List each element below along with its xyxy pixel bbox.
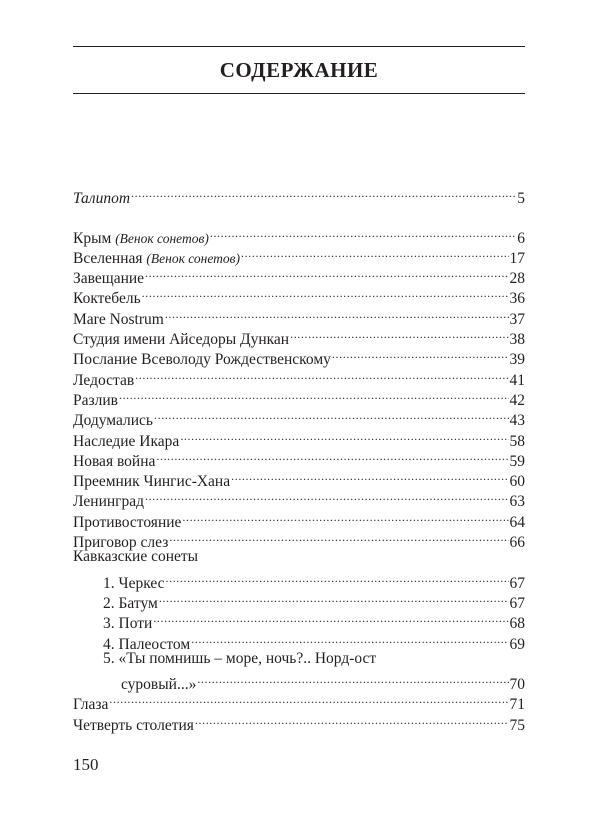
- toc-entry-page: 43: [509, 412, 525, 430]
- leader-dots: [191, 628, 508, 648]
- toc-entry-label-line2: суровый...»: [121, 676, 197, 694]
- toc-entry-subtitle: (Венок сонетов): [115, 230, 209, 246]
- page-title: СОДЕРЖАНИЕ: [219, 58, 379, 82]
- toc-entry-label-line1: 5. «Ты помнишь – море, ночь?.. Норд-ост: [103, 649, 377, 667]
- toc-entry[interactable]: [73, 405, 525, 430]
- toc-entry-label: Ледостав: [73, 371, 135, 389]
- toc-entry-page: 75: [509, 716, 525, 734]
- leader-dots: [195, 709, 509, 729]
- toc-entry-page: 17: [509, 249, 525, 267]
- toc-entry[interactable]: [73, 364, 525, 389]
- toc-entry-page: 69: [509, 635, 525, 653]
- toc-group-heading[interactable]: [73, 547, 525, 567]
- toc-entry-page: 70: [509, 676, 525, 694]
- toc-group-label: Кавказские сонеты: [73, 548, 199, 566]
- toc-entry-page: 68: [509, 615, 525, 633]
- toc-entry-talipot[interactable]: [73, 183, 525, 208]
- toc-entry-label: Преемник Чингис-Хана: [73, 473, 231, 491]
- toc-entry-page: 58: [509, 432, 525, 450]
- toc-entry-page: 67: [509, 594, 525, 612]
- toc-entry-page: 59: [509, 452, 525, 470]
- toc-entry-label: Талипот: [73, 190, 131, 208]
- toc-entry-label: Четверть столетия: [73, 716, 194, 734]
- toc-entry-page: 38: [509, 331, 525, 349]
- toc-entry[interactable]: [73, 303, 525, 328]
- toc-entry-label: Студия имени Айседоры Дункан: [73, 331, 290, 349]
- toc-entry-page: 36: [509, 290, 525, 308]
- toc-entry-label: Крым: [73, 229, 112, 247]
- toc-entry-label: Наследие Икара: [73, 432, 180, 450]
- leader-dots: [154, 405, 508, 425]
- bottom-rule: [73, 93, 525, 94]
- leader-dots: [290, 324, 508, 344]
- toc-entry-page: 6: [517, 229, 525, 247]
- toc-entry-label: Послание Всеволоду Рождественскому: [73, 351, 331, 369]
- toc-entry-page: 60: [509, 473, 525, 491]
- toc-entry-label: 3. Поти: [103, 615, 153, 633]
- toc-entry-page: 41: [509, 371, 525, 389]
- leader-dots: [241, 243, 508, 263]
- leader-dots: [145, 486, 508, 506]
- toc-entry-page: 37: [509, 310, 525, 328]
- toc-subentry-multiline[interactable]: [73, 649, 525, 694]
- toc-entry-label: Вселенная: [73, 249, 143, 267]
- toc-entry[interactable]: [73, 689, 525, 714]
- leader-dots: [166, 567, 509, 587]
- toc-entry-page: 67: [509, 574, 525, 592]
- toc-group-items: [73, 567, 525, 694]
- page-number: 150: [73, 755, 99, 774]
- toc-entry[interactable]: [73, 283, 525, 308]
- toc-entry-label: Додумались: [73, 412, 154, 430]
- leader-dots: [231, 466, 508, 486]
- leader-dots: [119, 385, 509, 405]
- toc-entry[interactable]: [73, 222, 525, 247]
- leader-dots: [153, 608, 508, 628]
- toc-entry-label: Разлив: [73, 391, 118, 409]
- leader-dots: [145, 263, 508, 283]
- toc-entry-page: 66: [509, 534, 525, 552]
- toc-entry-label: 2. Батум: [103, 594, 158, 612]
- leader-dots: [197, 669, 508, 689]
- toc-entry[interactable]: [73, 385, 525, 409]
- leader-dots: [180, 425, 508, 445]
- toc-entry-page: 28: [509, 270, 525, 288]
- toc-entry-label: Mare Nostrum: [73, 310, 164, 328]
- toc-entry-label: Завещание: [73, 270, 145, 288]
- leader-dots: [169, 527, 508, 547]
- leader-dots: [156, 446, 508, 466]
- toc-main-entries: [73, 222, 525, 552]
- leader-dots: [159, 588, 509, 608]
- toc-entry-label: Приговор слез: [73, 534, 169, 552]
- leader-dots: [135, 364, 508, 384]
- toc-entry-label: 1. Черкес: [103, 574, 165, 592]
- leader-dots: [109, 689, 508, 709]
- toc-entry-page: 39: [509, 351, 525, 369]
- toc-entry-page: 5: [517, 190, 525, 208]
- toc-entry-page: 42: [509, 391, 525, 409]
- leader-dots: [210, 222, 516, 242]
- leader-dots: [142, 283, 509, 303]
- toc-entry-page: 71: [509, 696, 525, 714]
- leader-dots: [131, 183, 516, 203]
- toc-entry-label: Новая война: [73, 452, 156, 470]
- toc-entry-label: Коктебель: [73, 290, 141, 308]
- section-gap: [73, 203, 525, 222]
- toc-entry-label: 4. Палеостом: [103, 635, 191, 653]
- toc-entry-label: Глаза: [73, 696, 109, 714]
- toc-entry-subtitle: (Венок сонетов): [146, 250, 241, 266]
- top-rule: [73, 46, 525, 47]
- leader-dots: [165, 303, 509, 323]
- toc-subentry[interactable]: [73, 567, 525, 592]
- toc-entry-label: Противостояние: [73, 513, 182, 531]
- toc-entry-page: 64: [509, 513, 525, 531]
- table-of-contents: [73, 183, 525, 734]
- toc-entry[interactable]: [73, 709, 525, 734]
- leader-dots: [182, 506, 508, 526]
- leader-dots: [332, 344, 509, 364]
- toc-entry-page: 63: [509, 493, 525, 511]
- toc-entry-label: Ленинград: [73, 493, 145, 511]
